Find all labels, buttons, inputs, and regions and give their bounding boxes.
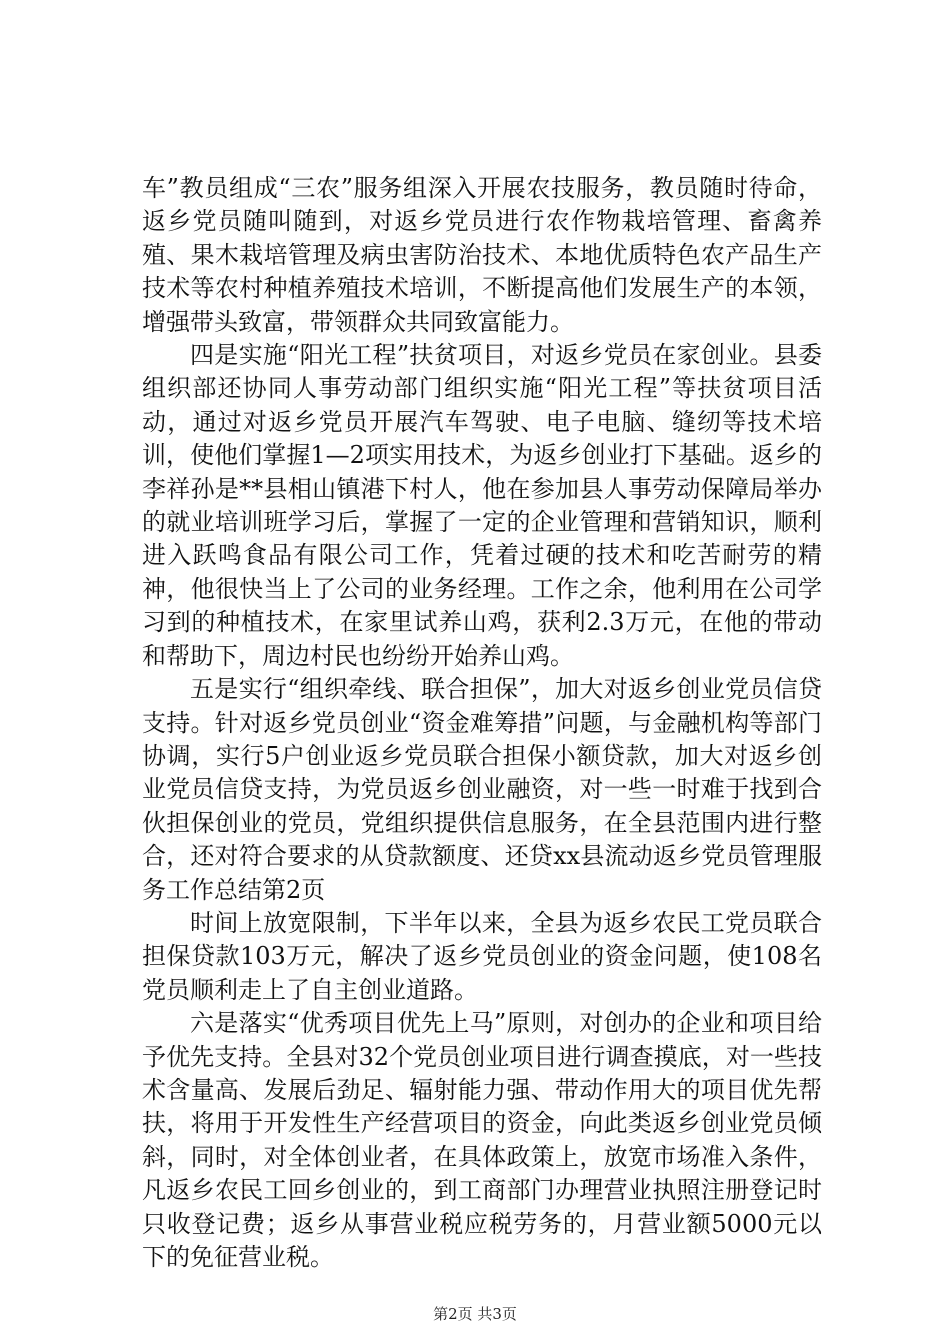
paragraph-continuation: 车”教员组成“三农”服务组深入开展农技服务，教员随时待命，返乡党员随叫随到，对返乡党员进行农作物栽培管理、畜禽养殖、果木栽培管理及病虫害防治技术、本地优质特色农产品生产技术等农村种植养殖技术培训，不断提高他们发展生产的本领，增强带头致富，带领群众共同致富能力。: [142, 174, 822, 336]
page-footer: 第2页 共3页: [433, 1305, 517, 1323]
paragraph-sunshine-project: 四是实施“阳光工程”扶贫项目，对返乡党员在家创业。县委组织部还协同人事劳动部门组织实施“阳光工程”等扶贫项目活动，通过对返乡党员开展汽车驾驶、电子电脑、缝纫等技术培训，使他们掌握1—2项实用技术，为返乡创业打下基础。返乡的李祥孙是**县相山镇港下村人，他在参加县人事劳动保障局举办的就业培训班学习后，掌握了一定的企业管理和营销知识，顺利进入跃鸣食品有限公司工作，凭着过硬的技术和吃苦耐劳的精神，他很快当上了公司的业务经理。工作之余，他利用在公司学习到的种植技术，在家里试养山鸡，获利2.3万元，在他的带动和帮助下，周边村民也纷纷开始养山鸡。: [142, 341, 822, 670]
paragraph-loan-results: 时间上放宽限制，下半年以来，全县为返乡农民工党员联合担保贷款103万元，解决了返乡党员创业的资金问题，使108名党员顺利走上了自主创业道路。: [142, 908, 822, 1004]
document-body: [142, 172, 822, 1274]
paragraph-joint-guarantee: 五是实行“组织牵线、联合担保”，加大对返乡创业党员信贷支持。针对返乡党员创业“资金难筹措”问题，与金融机构等部门协调，实行5户创业返乡党员联合担保小额贷款，加大对返乡创业党员信贷支持，为党员返乡创业融资，对一些一时难于找到合伙担保创业的党员，党组织提供信息服务，在全县范围内进行整合，还对符合要求的从贷款额度、还贷xx县流动返乡党员管理服务工作总结第2页: [142, 675, 822, 904]
paragraph-priority-projects: 六是落实“优秀项目优先上马”原则，对创办的企业和项目给予优先支持。全县对32个党员创业项目进行调查摸底，对一些技术含量高、发展后劲足、辐射能力强、带动作用大的项目优先帮扶，将用于开发性生产经营项目的资金，向此类返乡创业党员倾斜，同时，对全体创业者，在具体政策上，放宽市场准入条件，凡返乡农民工回乡创业的，到工商部门办理营业执照注册登记时只收登记费；返乡从事营业税应税劳务的，月营业额5000元以下的免征营业税。: [142, 1009, 822, 1271]
